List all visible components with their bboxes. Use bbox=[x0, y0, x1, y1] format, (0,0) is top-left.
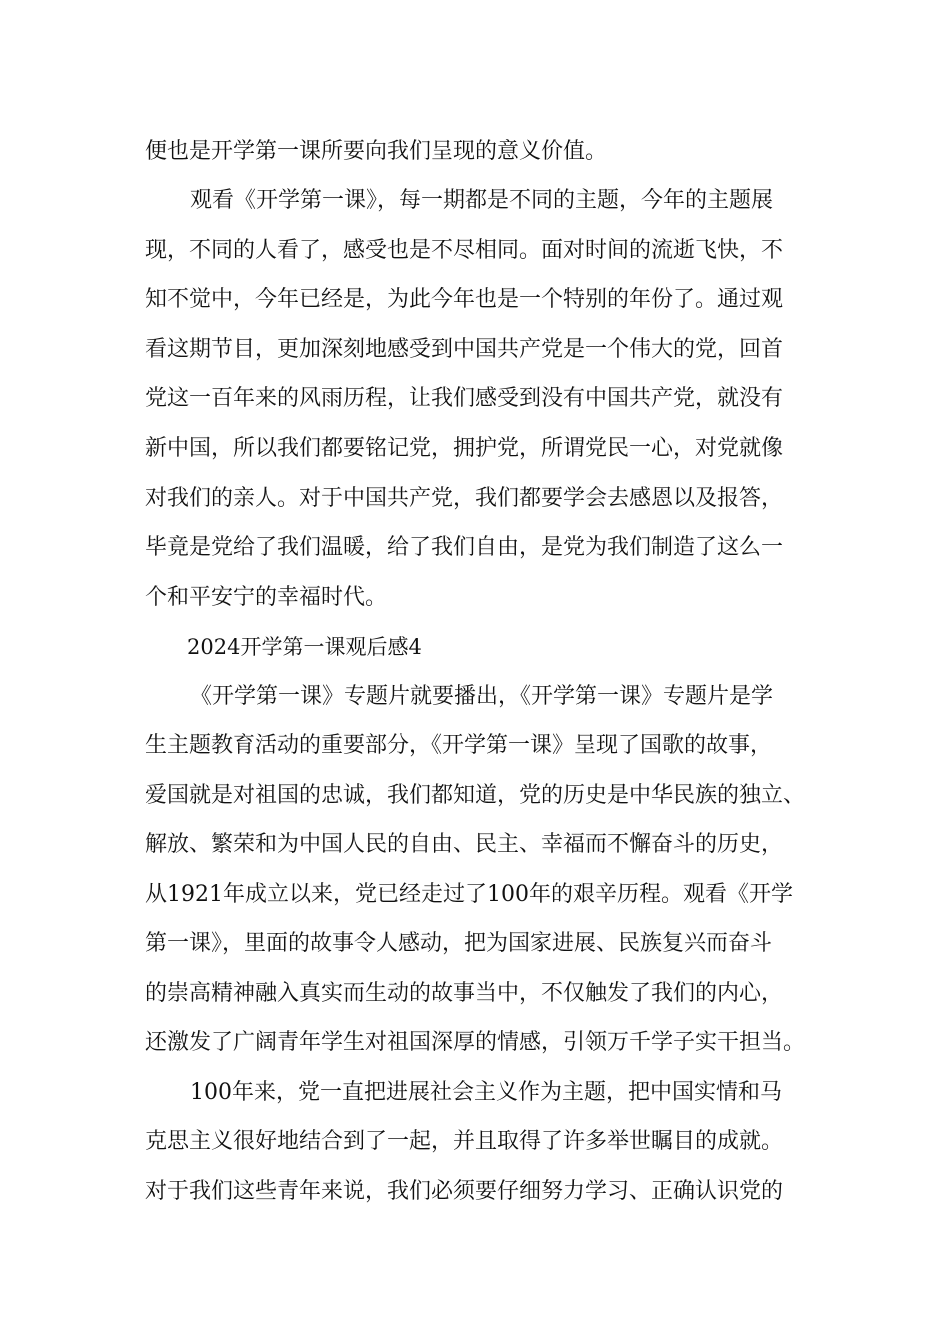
text-line: 解放、繁荣和为中国人民的自由、民主、幸福而不懈奋斗的历史， bbox=[145, 832, 784, 857]
text-line: 生主题教育活动的重要部分，《开学第一课》呈现了国歌的故事， bbox=[145, 733, 773, 758]
text-line: 知不觉中，今年已经是，为此今年也是一个特别的年份了。通过观 bbox=[145, 287, 784, 312]
text-line: 从1921年成立以来，党已经走过了100年的艰辛历程。观看《开学 bbox=[145, 882, 793, 907]
text-line: 便也是开学第一课所要向我们呈现的意义价值。 bbox=[145, 139, 608, 164]
text-line: 爱国就是对祖国的忠诚，我们都知道，党的历史是中华民族的独立、 bbox=[145, 783, 806, 808]
paragraph-first-line: 观看《开学第一课》，每一期都是不同的主题，今年的主题展 bbox=[190, 188, 774, 213]
text-line: 看这期节目，更加深刻地感受到中国共产党是一个伟大的党，回首 bbox=[145, 337, 784, 362]
text-line: 党这一百年来的风雨历程，让我们感受到没有中国共产党，就没有 bbox=[145, 386, 784, 411]
section-heading: 2024开学第一课观后感4 bbox=[187, 635, 422, 659]
text-line: 对于我们这些青年来说，我们必须要仔细努力学习、正确认识党的 bbox=[145, 1179, 784, 1204]
text-line: 的崇高精神融入真实而生动的故事当中，不仅触发了我们的内心， bbox=[145, 981, 784, 1006]
text-line: 对我们的亲人。对于中国共产党，我们都要学会去感恩以及报答， bbox=[145, 486, 784, 511]
paragraph-first-line: 100年来，党一直把进展社会主义作为主题，把中国实情和马 bbox=[190, 1080, 782, 1105]
text-line: 新中国，所以我们都要铭记党，拥护党，所谓党民一心，对党就像 bbox=[145, 436, 784, 461]
paragraph-first-line: 《开学第一课》专题片就要播出，《开学第一课》专题片是学 bbox=[190, 684, 774, 709]
text-line: 第一课》，里面的故事令人感动，把为国家进展、民族复兴而奋斗 bbox=[145, 931, 773, 956]
text-line: 现，不同的人看了，感受也是不尽相同。面对时间的流逝飞快，不 bbox=[145, 238, 784, 263]
text-line: 克思主义很好地结合到了一起，并且取得了许多举世瞩目的成就。 bbox=[145, 1129, 784, 1154]
text-line: 还激发了广阔青年学生对祖国深厚的情感，引领万千学子实干担当。 bbox=[145, 1030, 806, 1055]
text-line: 毕竟是党给了我们温暖，给了我们自由，是党为我们制造了这么一 bbox=[145, 535, 784, 560]
text-line: 个和平安宁的幸福时代。 bbox=[145, 585, 388, 610]
